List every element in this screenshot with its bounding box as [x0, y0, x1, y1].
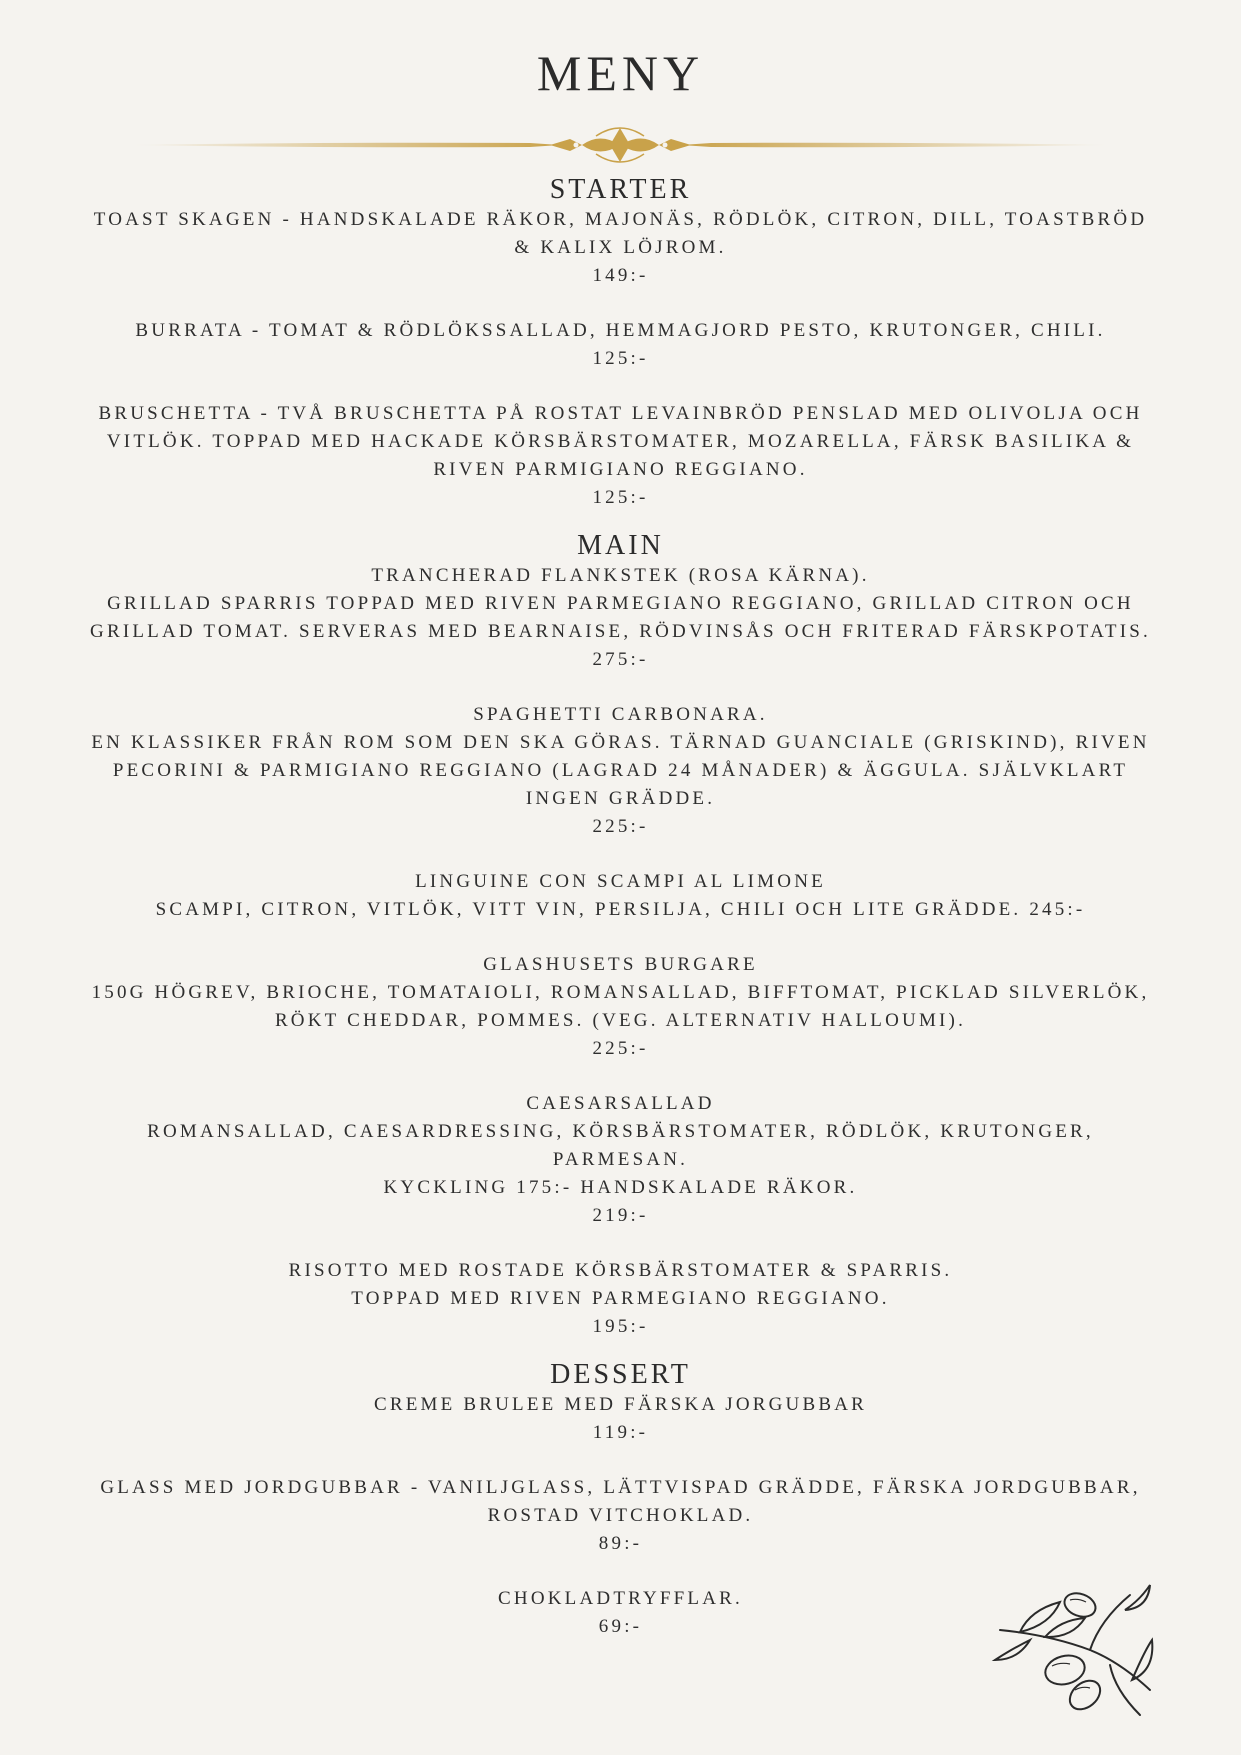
item-line: TOPPAD MED RIVEN PARMEGIANO REGGIANO.: [351, 1288, 890, 1309]
menu-item: [30, 206, 1211, 290]
item-price: 119:-: [592, 1422, 649, 1443]
item-line: GRILLAD SPARRIS TOPPAD MED RIVEN PARMEGIANO REGGIANO, GRILLAD CITRON OCH: [107, 593, 1134, 614]
item-line: TRANCHERAD FLANKSTEK (ROSA KÄRNA).: [371, 565, 870, 586]
item-line: RISOTTO MED ROSTADE KÖRSBÄRSTOMATER & SPARRIS.: [288, 1260, 953, 1281]
menu-section: [30, 174, 1211, 512]
item-price: 219:-: [592, 1205, 649, 1226]
item-line: PECORINI & PARMIGIANO REGGIANO (LAGRAD 24 MÅNADER) & ÄGGULA. SJÄLVKLART: [112, 760, 1129, 781]
item-line: LINGUINE CON SCAMPI AL LIMONE: [415, 871, 826, 892]
item-line: ROMANSALLAD, CAESARDRESSING, KÖRSBÄRSTOMATER, RÖDLÖK, KRUTONGER,: [147, 1121, 1094, 1142]
item-line: EN KLASSIKER FRÅN ROM SOM DEN SKA GÖRAS. TÄRNAD GUANCIALE (GRISKIND), RIVEN: [91, 732, 1150, 753]
menu-item: [30, 868, 1211, 924]
item-line: RÖKT CHEDDAR, POMMES. (VEG. ALTERNATIV HALLOUMI).: [274, 1010, 967, 1031]
item-price: 225:-: [592, 1038, 649, 1059]
item-line: GLASHUSETS BURGARE: [483, 954, 758, 975]
item-price: 125:-: [592, 348, 649, 369]
item-line: GLASS MED JORDGUBBAR - VANILJGLASS, LÄTTVISPAD GRÄDDE, FÄRSKA JORDGUBBAR,: [100, 1477, 1141, 1498]
menu-item: [30, 1090, 1211, 1230]
item-line: CREME BRULEE MED FÄRSKA JORGUBBAR: [373, 1394, 868, 1415]
menu-item: [30, 317, 1211, 373]
menu-item: [30, 562, 1211, 674]
item-price: 195:-: [592, 1316, 649, 1337]
item-line: BURRATA - TOMAT & RÖDLÖKSSALLAD, HEMMAGJORD PESTO, KRUTONGER, CHILI.: [135, 320, 1106, 341]
item-price: 225:-: [592, 816, 649, 837]
item-price: 69:-: [598, 1616, 643, 1637]
item-price: 275:-: [592, 649, 649, 670]
item-price: 89:-: [598, 1533, 643, 1554]
item-line: BRUSCHETTA - TVÅ BRUSCHETTA PÅ ROSTAT LEVAINBRÖD PENSLAD MED OLIVOLJA OCH: [98, 403, 1143, 424]
menu-item: [30, 1474, 1211, 1558]
item-line: ROSTAD VITCHOKLAD.: [487, 1505, 754, 1526]
page-title: MENY: [536, 45, 705, 101]
item-line: & KALIX LÖJROM.: [514, 237, 727, 258]
section-title-starter: STARTER: [549, 174, 692, 205]
menu-item: [30, 400, 1211, 512]
menu-item: [30, 951, 1211, 1063]
item-price: 149:-: [592, 265, 649, 286]
item-line: GRILLAD TOMAT. SERVERAS MED BEARNAISE, RÖDVINSÅS OCH FRITERAD FÄRSKPOTATIS.: [90, 621, 1151, 642]
item-line: CAESARSALLAD: [526, 1093, 715, 1114]
menu-section: [30, 530, 1211, 1341]
item-line: SCAMPI, CITRON, VITLÖK, VITT VIN, PERSILJA, CHILI OCH LITE GRÄDDE. 245:-: [155, 899, 1086, 920]
menu-item: [30, 1391, 1211, 1447]
item-line: 150G HÖGREV, BRIOCHE, TOMATAIOLI, ROMANSALLAD, BIFFTOMAT, PICKLAD SILVERLÖK,: [91, 982, 1150, 1003]
section-title-dessert: DESSERT: [550, 1359, 691, 1390]
item-price: 125:-: [592, 487, 649, 508]
item-line: VITLÖK. TOPPAD MED HACKADE KÖRSBÄRSTOMATER, MOZARELLA, FÄRSK BASILIKA &: [106, 431, 1135, 452]
ornamental-divider-icon: [130, 122, 1111, 168]
olive-branch-icon: [990, 1580, 1160, 1720]
item-line: SPAGHETTI CARBONARA.: [473, 704, 768, 725]
menu-list: [30, 174, 1211, 1659]
item-line: CHOKLADTRYFFLAR.: [498, 1588, 743, 1609]
menu-item: [30, 1257, 1211, 1341]
item-line: TOAST SKAGEN - HANDSKALADE RÄKOR, MAJONÄS, RÖDLÖK, CITRON, DILL, TOASTBRÖD: [93, 209, 1148, 230]
item-line: RIVEN PARMIGIANO REGGIANO.: [433, 459, 808, 480]
item-line: KYCKLING 175:- HANDSKALADE RÄKOR.: [383, 1177, 858, 1198]
section-title-main: MAIN: [577, 530, 664, 561]
item-line: INGEN GRÄDDE.: [525, 788, 716, 809]
item-line: PARMESAN.: [552, 1149, 689, 1170]
menu-item: [30, 701, 1211, 841]
